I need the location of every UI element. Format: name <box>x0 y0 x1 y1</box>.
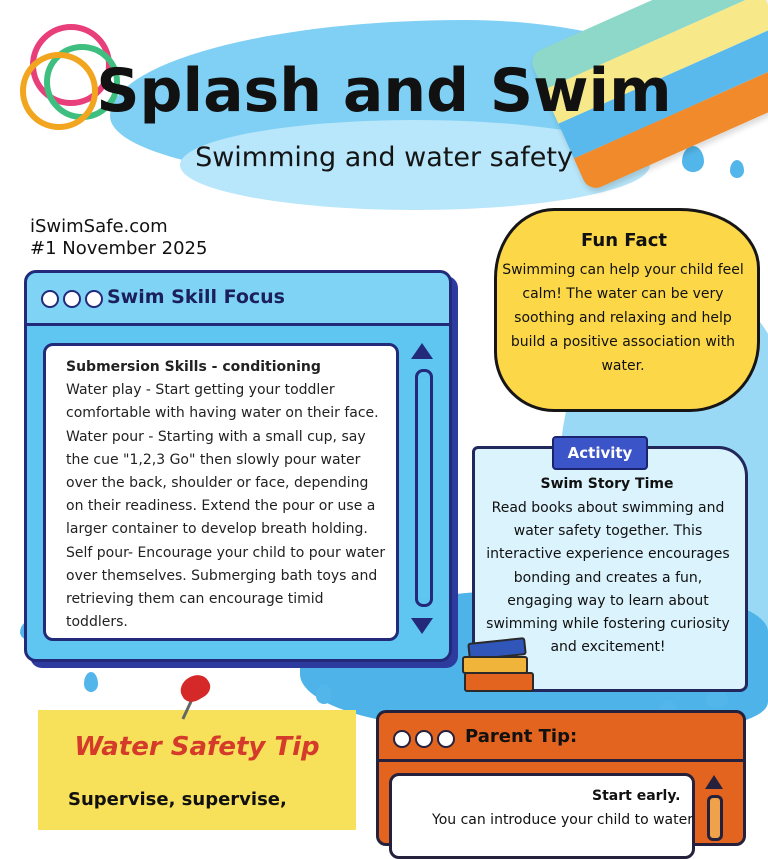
fun-fact-title: Fun Fact <box>581 230 667 251</box>
water-safety-note <box>38 710 356 830</box>
scroll-up-icon[interactable] <box>705 775 723 789</box>
page-title: Splash and Swim <box>96 56 672 126</box>
parent-tip-title: Parent Tip: <box>465 726 578 747</box>
water-safety-text: Supervise, supervise, <box>68 789 287 810</box>
activity-title: Swim Story Time <box>540 476 674 492</box>
skill-focus-body <box>43 343 399 641</box>
parent-tip-text: You can introduce your child to water <box>432 812 693 828</box>
water-safety-title: Water Safety Tip <box>74 732 320 762</box>
parent-tip-heading: Start early. <box>592 788 681 804</box>
scroll-up-icon[interactable] <box>411 343 433 359</box>
skill-focus-text <box>66 356 386 634</box>
pushpin-icon <box>176 670 214 706</box>
skill-focus-window <box>24 270 452 662</box>
scrollbar[interactable] <box>415 369 433 607</box>
website: iSwimSafe.com <box>30 216 168 237</box>
skill-focus-header <box>27 273 449 326</box>
window-dots <box>393 730 455 748</box>
skill-focus-heading: Submersion Skills - conditioning <box>66 359 321 375</box>
book-icon <box>464 672 534 692</box>
parent-tip-body <box>389 773 695 859</box>
window-dots <box>41 290 103 308</box>
activity-text: Read books about swimming and water safety together. This interactive experience encourages bonding and creates a fun, engaging way to learn about swimming while fostering curiosity and excitement! <box>486 500 730 656</box>
skill-focus-content: Water play - Start getting your toddler comfortable with having water on their face. Water pour - Starting with a small cup, say the cue "1,2,3 Go" then slowly pour water over the back, shoulder or face, depending on their readiness. Extend the pour or use a larger container to develop breath holding. Self pour- Encourage your child to pour water over themselves. Submerging bath toys and retrieving them can encourage timid toddlers. <box>66 382 386 631</box>
scroll-down-icon[interactable] <box>411 618 433 634</box>
skill-focus-title: Swim Skill Focus <box>107 286 285 308</box>
page-subtitle: Swimming and water safety <box>195 142 573 173</box>
parent-tip-window <box>376 710 746 846</box>
issue-date: #1 November 2025 <box>30 238 208 259</box>
water-drop <box>84 672 98 692</box>
site-info <box>30 216 207 260</box>
fun-fact-text: Swimming can help your child feel calm! The water can be very soothing and relaxing and help build a positive association with water. <box>502 262 744 374</box>
parent-tip-header <box>379 713 743 762</box>
activity-tag: Activity <box>552 436 648 470</box>
water-drop <box>316 684 332 704</box>
scrollbar[interactable] <box>707 795 723 841</box>
